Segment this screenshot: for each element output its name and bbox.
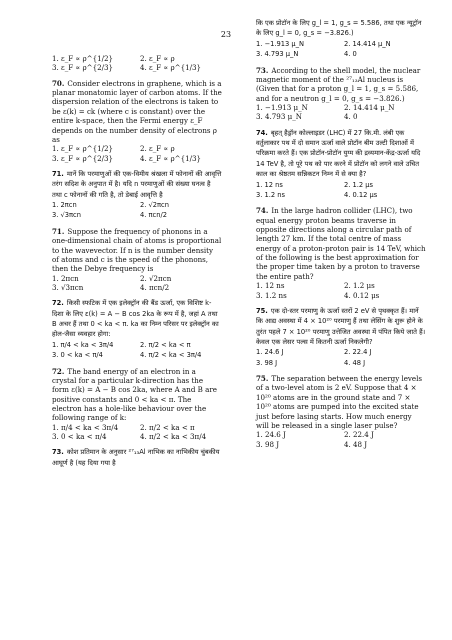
question-body (256, 66, 426, 103)
question-text: एक दो-स्तर परमाणु के ऊर्जा स्तरों 2 eV से पृथक्कृत हैं। मानें कि आद्य अवस्था में 4 × 10²⁰ परमाणु हैं तथा लेसिंग के शुरू होने के तुरंत पहले 7 × 10²⁰ परमाणु उत्तेजित अवस्था में पंपित किये जाते हैं। केवल एक लेसर पल्स में कितनी ऊर्जा निकलेगी? (256, 306, 426, 346)
answer-option: 4. π/2 < ka < 3π/4 (140, 432, 207, 442)
question-number: 71. (52, 226, 65, 236)
question-q72-hi (52, 298, 222, 360)
question-text: बृहत् हैड्रॉन कोल्लाइडर (LHC) में 27 कि.मी. लंबी एक वर्तुलाकार पथ में दो समान ऊर्जा वाले प्रोटॉन बीम उल्टी दिशाओं में परिक्रमा करते हैं। एक प्रोटॉन-प्रोटॉन युग्म की द्रव्यमान-केंद्र-ऊर्जा यदि 14 TeV है, तो पूरे पथ को पार करने में प्रोटॉन को लगने वाले उचित काल का श्रेष्ठतम सन्निकटन निम्न में से क्या है? (256, 128, 421, 179)
answer-options (52, 200, 222, 221)
question-text: कि एक प्रोटॉन के लिए g_l = 1, g_s = 5.586, तथा एक न्यूट्रॉन के लिए g_l = 0, g_s = −3.826.) (256, 19, 422, 38)
answer-option: 4. ε_F ∝ ρ^{1/3} (140, 153, 202, 163)
answer-option: 1. 12 ns (256, 180, 283, 189)
answer-option: 1. −1.913 μ_N (256, 39, 304, 48)
answer-option: 3. 98 J (256, 439, 280, 449)
question-number: 71. (52, 169, 64, 178)
answer-option: 3. √3πcn (52, 211, 81, 220)
answer-option: 4. 0 (344, 50, 357, 59)
question-top-left-options (52, 54, 222, 73)
answer-option: 4. πcn/2 (140, 211, 167, 220)
question-text: The band energy of an electron in a crystal for a particular k-direction has the form ε(k) = A − B cos 2ka, where A and B are positive constants and 0 < ka < π. The electron has a hole-like behaviour over the following range of k: (52, 366, 217, 423)
answer-option: 1. ε_F ∝ ρ^{1/2} (52, 144, 114, 154)
answer-option: 4. πcn/2 (140, 282, 170, 292)
question-body (52, 79, 222, 145)
question-q70-en (52, 79, 222, 163)
answer-option: 2. 1.2 μs (344, 180, 374, 189)
answer-option: 3. √3πcn (52, 282, 84, 292)
question-number: 75. (256, 306, 268, 315)
question-text: According to the shell model, the nuclear magnetic moment of the ²⁷₁₃Al nucleus is (Given that for a proton g_l = 1, g_s = 5.586, and for a neutron g_l = 0, g_s = −3.826.) (256, 65, 421, 103)
question-q75-en (256, 374, 426, 449)
question-number: 72. (52, 299, 64, 308)
question-text: In the large hadron collider (LHC), two equal energy proton beams traverse in opposite directions along a circular path of length 27 km. If the total centre of mass energy of a proton-proton pair is 14 TeV, which of the following is the best approximation for the proper time taken by a proton to traverse the entire path? (256, 206, 426, 281)
answer-option: 4. π/2 < ka < 3π/4 (140, 351, 202, 360)
answer-option: 4. 0.12 μs (344, 190, 378, 199)
answer-option: 3. ε_F ∝ ρ^{2/3} (52, 153, 114, 163)
answer-option: 1. 12 ns (256, 281, 285, 291)
question-number: 72. (52, 366, 65, 376)
answer-option: 2. √2πcn (140, 273, 172, 283)
answer-option: 1. 24.6 J (256, 430, 286, 440)
answer-option: 2. √2πcn (140, 201, 169, 210)
question-body (52, 227, 222, 274)
question-number: 73. (256, 65, 269, 75)
answer-option: 1. 2πcn (52, 273, 79, 283)
answer-option: 3. 4.793 μ_N (256, 112, 302, 122)
answer-options (256, 430, 426, 449)
question-number: 74. (256, 128, 268, 137)
answer-options (256, 347, 426, 368)
question-body (256, 306, 426, 348)
answer-option: 1. π/4 < ka < 3π/4 (52, 422, 119, 432)
question-q71-hi (52, 169, 222, 221)
answer-option: 4. 0 (344, 112, 358, 122)
answer-option: 2. π/2 < ka < π (140, 422, 195, 432)
answer-option: 3. 1.2 ns (256, 290, 287, 300)
question-body (256, 128, 426, 180)
answer-option: 2. 14.414 μ_N (344, 102, 395, 112)
answer-options (256, 180, 426, 201)
answer-options (52, 340, 222, 361)
question-number: 75. (256, 374, 269, 384)
page-number: 23 (220, 30, 232, 39)
question-q73-hi-b (256, 18, 426, 60)
question-q74-hi (256, 128, 426, 201)
answer-options (52, 274, 222, 293)
question-q71-en (52, 227, 222, 293)
answer-option: 2. 22.4 J (344, 430, 374, 440)
answer-options (52, 144, 222, 163)
question-body (52, 169, 222, 200)
question-body (256, 374, 426, 430)
answer-option: 1. 24.6 J (256, 348, 284, 357)
question-body (52, 367, 222, 423)
question-body (52, 447, 222, 468)
question-text: The separation between the energy levels of a two-level atom is 2 eV. Suppose that 4 × 10²⁰ atoms are in the ground state and 7 × 10²⁰ atoms are pumped into the excited state just before lasing starts. How much energy will be released in a single laser pulse? (256, 374, 423, 430)
question-text: कोश प्रतिमान के अनुसार ²⁷₁₃Al नाभिक का नाभिकीय चुंबकीय आघूर्ण है (यह दिया गया है (52, 448, 220, 467)
answer-options (256, 281, 426, 300)
answer-options (52, 54, 222, 73)
question-text: किसी स्फटिक में एक इलेक्ट्रॉन की बैंड ऊर्जा, एक विशिष्ट k-दिशा के लिए ε(k) = A − B cos 2ka के रूप में है, जहां A तथा B अचर हैं तथा 0 < ka < π. ka का निम्न परिसर पर इलेक्ट्रॉन का होल-जैसा व्यवहार होगा: (52, 299, 219, 339)
answer-option: 3. 1.2 ns (256, 190, 285, 199)
question-body (256, 18, 426, 39)
question-q73-hi-a (52, 447, 222, 468)
answer-option: 1. ε_F ∝ ρ^{1/2} (52, 54, 114, 63)
answer-option: 2. π/2 < ka < π (140, 340, 191, 349)
question-q73-en (256, 66, 426, 122)
answer-option: 1. π/4 < ka < 3π/4 (52, 340, 114, 349)
question-number: 70. (52, 78, 65, 88)
answer-option: 4. 0.12 μs (344, 290, 380, 300)
question-number: 74. (256, 206, 269, 216)
answer-option: 2. ε_F ∝ ρ (140, 54, 175, 63)
answer-option: 3. 0 < ka < π/4 (52, 432, 107, 442)
answer-option: 2. 14.414 μ_N (344, 39, 391, 48)
answer-options (256, 103, 426, 122)
answer-options (256, 39, 426, 60)
right-column (256, 18, 426, 455)
question-number: 73. (52, 448, 64, 457)
answer-option: 1. −1.913 μ_N (256, 102, 308, 112)
answer-option: 3. 98 J (256, 358, 278, 367)
answer-options (52, 423, 222, 442)
question-q72-en (52, 367, 222, 442)
answer-option: 4. 48 J (344, 439, 368, 449)
answer-option: 3. 4.793 μ_N (256, 50, 299, 59)
question-text: Consider electrons in graphene, which is a planar monatomic layer of carbon atoms. If the dispersion relation of the electrons is taken to be ε(k) = ck (where c is constant) over the entire k-space, then the Fermi energy ε_F depends on the number density of electrons ρ as (52, 78, 222, 144)
answer-option: 2. 1.2 μs (344, 281, 375, 291)
left-column (52, 54, 222, 474)
answer-option: 2. ε_F ∝ ρ (140, 144, 175, 154)
question-body (256, 206, 426, 281)
question-q75-hi (256, 306, 426, 368)
answer-option: 2. 22.4 J (344, 348, 372, 357)
answer-option: 4. ε_F ∝ ρ^{1/3} (140, 63, 202, 73)
question-text: Suppose the frequency of phonons in a one-dimensional chain of atoms is proportional to the wavevector. If n is the number density of atoms and c is the speed of the phonons, then the Debye frequency is (52, 226, 222, 274)
question-body (52, 298, 222, 340)
answer-option: 3. 0 < ka < π/4 (52, 351, 103, 360)
answer-option: 1. 2πcn (52, 201, 77, 210)
question-text: मानें कि परमाणुओं की एक-विमीय श्रंखला में फोनानों की आवृत्ति तरंग सदिश के अनुपात में है। यदि n परमाणुओं की संख्या घनत्व है तथा c फोनानों की गति है, तो डेबाई आवृत्ति है (52, 169, 222, 199)
answer-option: 3. ε_F ∝ ρ^{2/3} (52, 63, 114, 73)
question-q74-en (256, 206, 426, 300)
answer-option: 4. 48 J (344, 358, 366, 367)
